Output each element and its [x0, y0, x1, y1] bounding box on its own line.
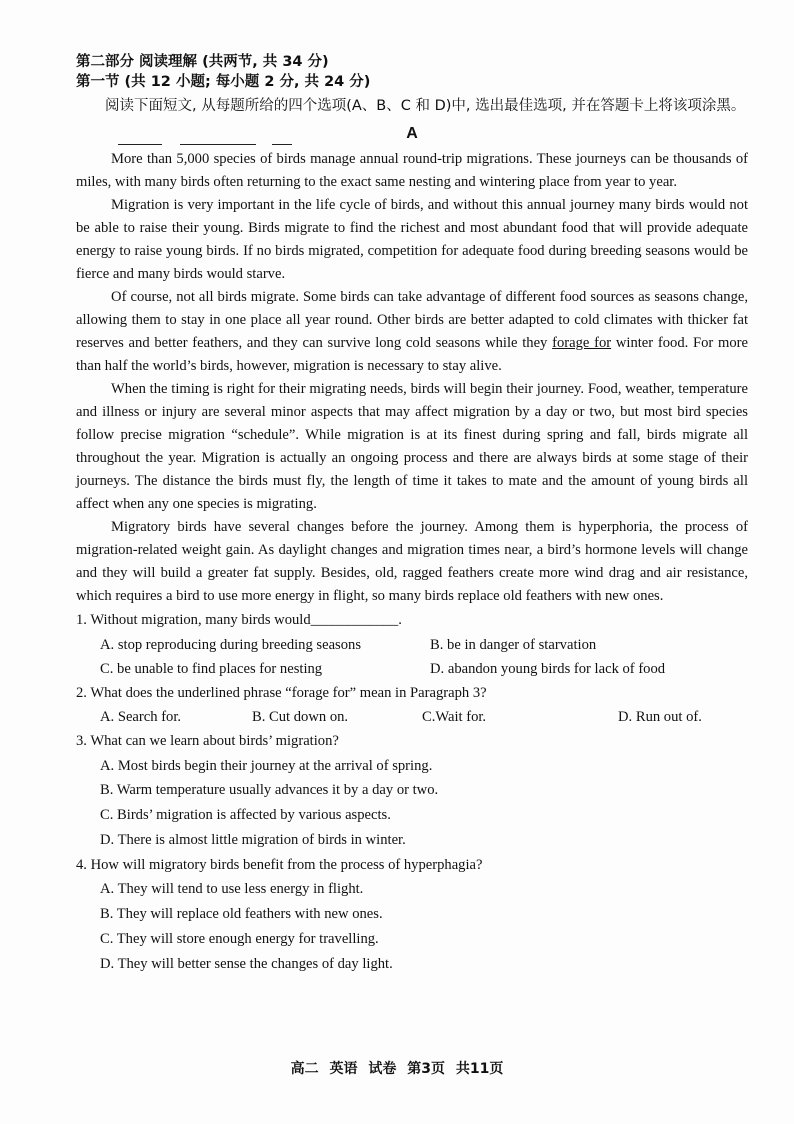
option-c: C.Wait for.: [422, 709, 487, 725]
option-list: [76, 705, 748, 729]
exam-content: [76, 52, 748, 976]
option-d: D. abandon young birds for lack of food: [430, 660, 666, 677]
question-1: [76, 608, 748, 681]
paragraph-3-text-after: winter food. For more than half the world’s birds, however, migration is necessary to stay alive.: [76, 335, 748, 374]
passage-paragraph-2: Migration is very important in the life cycle of birds, and without this annual journey many birds would not be able to raise their young. Birds migrate to find the richest and most abundant food that will provide adequate energy to raise young birds. If no birds migrated, competition for adequate food during breeding seasons would be fierce and many birds would starve.: [76, 197, 748, 282]
question-stem: 2. What does the underlined phrase “forage for” mean in Paragraph 3?: [76, 684, 487, 701]
passage-body: [76, 148, 748, 608]
instruction-text: 阅读下面短文, 从每题所给的四个选项(A、B、C 和 D)中, 选出最佳选项, 并在答题卡上将该项涂黑。: [105, 98, 746, 114]
option-d: D. They will better sense the changes of day light.: [100, 955, 393, 972]
passage-title: A: [406, 125, 418, 142]
option-b: B. be in danger of starvation: [430, 636, 597, 653]
question-stem: 4. How will migratory birds benefit from the process of hyperphagia?: [76, 856, 483, 873]
option-a: A. They will tend to use less energy in flight.: [100, 881, 364, 898]
passage-paragraph-4: When the timing is right for their migrating needs, birds will begin their journey. Food, weather, temperature and illness or injury are several minor aspects that may affect migration by a day or two, but most bird species follow precise migration “schedule”. While migration is at its finest during spring and fall, birds migrate all throughout the year. Migration is actually an ongoing process and there are always birds at some stage of their journeys. The distance the birds must fly, the length of time it takes to mate and the amount of young birds all affect when any one species is migrating.: [76, 381, 748, 512]
option-list: [76, 877, 748, 976]
option-b: B. They will replace old feathers with new ones.: [100, 905, 383, 922]
question-4: [76, 853, 748, 977]
part-title: 第二部分 阅读理解 (共两节, 共 34 分): [76, 54, 329, 70]
option-b: B. Cut down on.: [252, 709, 349, 725]
question-3: [76, 729, 748, 853]
paragraph-3-text-before: Of course, not all birds migrate. Some birds can take advantage of different food sources as seasons change, allowing them to stay in one place all year round. Other birds are better adapted to cold climates with thicker fat reserves and better feathers, and they can survive long cold seasons while they: [76, 289, 748, 351]
passage-paragraph-3: [76, 286, 748, 378]
question-2: [76, 681, 748, 730]
underlined-phrase: forage for: [552, 335, 612, 351]
option-d: D. There is almost little migration of birds in winter.: [100, 831, 406, 848]
page-footer: 高二 英语 试卷 第3页 共11页: [290, 1061, 504, 1077]
option-list: [76, 754, 748, 853]
option-c: C. They will store enough energy for travelling.: [100, 930, 379, 947]
option-b: B. Warm temperature usually advances it by a day or two.: [100, 782, 439, 799]
option-list: [76, 633, 748, 681]
option-a: A. Most birds begin their journey at the arrival of spring.: [100, 757, 433, 774]
passage-paragraph-5: Migratory birds have several changes before the journey. Among them is hyperphoria, the process of migration-related weight gain. As daylight changes and migration times near, a bird’s hormone levels will change and they will build a greater fat supply. Besides, old, ragged feathers create more wind drag and air resistance, which requires a bird to use more energy in flight, so many birds replace old feathers with new ones.: [76, 519, 748, 604]
option-a: A. Search for.: [100, 709, 182, 725]
section-title: 第一节 (共 12 小题; 每小题 2 分, 共 24 分): [76, 74, 371, 90]
option-c: C. be unable to find places for nesting: [100, 660, 323, 677]
question-stem: 1. Without migration, many birds would____________.: [76, 612, 402, 628]
passage-paragraph-1: More than 5,000 species of birds manage annual round-trip migrations. These journeys can be thousands of miles, with many birds often returning to the exact same nesting and wintering place from year to year.: [76, 151, 748, 190]
option-c: C. Birds’ migration is affected by various aspects.: [100, 807, 391, 824]
question-stem: 3. What can we learn about birds’ migration?: [76, 733, 339, 749]
option-a: A. stop reproducing during breeding seasons: [100, 636, 362, 653]
option-d: D. Run out of.: [618, 709, 702, 725]
